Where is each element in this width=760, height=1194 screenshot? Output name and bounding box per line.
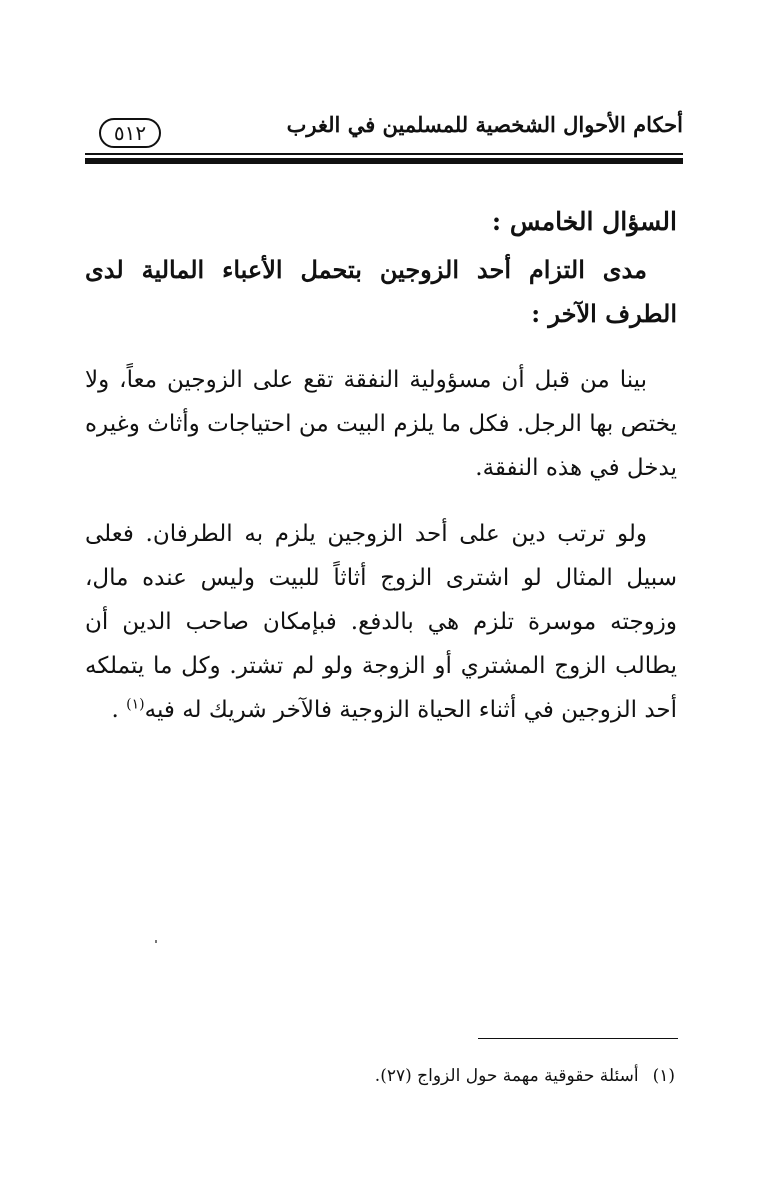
- footnote-text: أسئلة حقوقية مهمة حول الزواج (٢٧).: [374, 1066, 639, 1086]
- paragraph-1: بينا من قبل أن مسؤولية النفقة تقع على الزوجين معاً، ولا يختص بها الرجل. فكل ما يلزم البيت من احتياجات وأثاث وغيره يدخل في هذه النفقة.: [85, 367, 677, 481]
- footnote-1: [83, 1062, 675, 1090]
- paragraph-2-text: ولو ترتب دين على أحد الزوجين يلزم به الطرفان. فعلى سبيل المثال لو اشترى الزوج أثاثاً للبيت وليس عنده مال، وزوجته موسرة تلزم هي بالدفع. فبإمكان صاحب الدين أن يطالب الزوج المشتري أو الزوجة ولو لم تشتر. وكل ما يتملكه أحد الزوجين في أثناء الحياة الزوجية فالآخر شريك له فيه: [85, 521, 677, 723]
- page-header: [85, 108, 683, 156]
- footnote-separator: [478, 1038, 678, 1039]
- paragraph-2-end: .: [111, 697, 127, 723]
- question-text: مدى التزام أحد الزوجين بتحمل الأعباء المالية لدى الطرف الآخر :: [85, 255, 677, 328]
- page-number: ٥١٢: [113, 121, 147, 145]
- header-rule-thin: [85, 153, 683, 155]
- footnote-number: (١): [652, 1066, 675, 1086]
- running-title: أحكام الأحوال الشخصية للمسلمين في الغرب: [286, 112, 683, 137]
- paragraph-2: [85, 512, 677, 732]
- footnote-marker[interactable]: (١): [126, 696, 145, 713]
- question-heading: السؤال الخامس :: [491, 207, 677, 236]
- page-number-badge: [99, 118, 161, 148]
- header-rule-thick: [85, 158, 683, 164]
- main-content: [85, 200, 677, 754]
- scan-speck: [155, 940, 157, 943]
